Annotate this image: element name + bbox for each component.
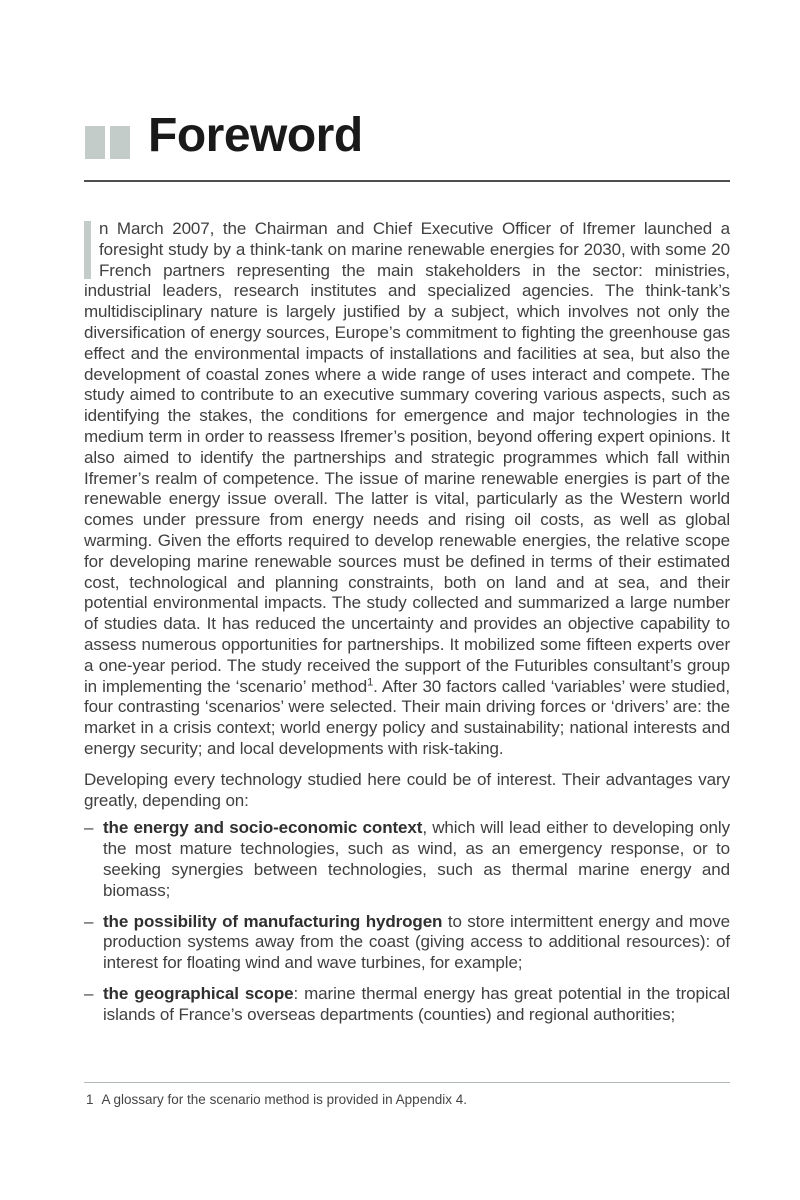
bullet-dash: –	[84, 983, 94, 1003]
footnote-text: A glossary for the scenario method is provided in Appendix 4.	[101, 1092, 467, 1107]
bullet-list	[84, 818, 730, 1025]
list-item	[84, 984, 730, 1026]
bullet-text: , which will lead either to developing only the most mature technologies, such as wind, as an emergency response, or to seeking synergies between technologies, such as thermal marine energy and biomass;	[103, 818, 730, 900]
paragraph-intro-text: n March 2007, the Chairman and Chief Executive Officer of Ifremer launched a foresight study by a think-tank on marine renewable energies for 2030, with some 20 French partners representing the main stakeholders in the sector: ministries, industrial leaders, research institutes and specialized agencies. The think-tank’s multidisciplinary nature is largely justified by a subject, which involves not only the diversification of energy sources, Europe’s commitment to fighting the greenhouse gas effect and the environmental impacts of installations and facilities at sea, but also the development of coastal zones where a wide range of uses interact and compete. The study aimed to contribute to an executive summary covering various aspects, such as identifying the stakes, the conditions for emergence and major technologies in the medium term in order to reassess Ifremer’s position, beyond offering expert opinions. It also aimed to identify the partnerships and strategic programmes which fall within Ifremer’s realm of competence. The issue of marine renewable energies is part of the renewable energy issue overall. The latter is vital, particularly as the Western world comes under pressure from energy needs and rising oil costs, as well as global warming. Given the efforts required to develop renewable energies, the relative scope for developing marine renewable sources must be defined in terms of their estimated cost, technological and planning constraints, both on land and at sea, and their potential environmental impacts. The study collected and summarized a large number of studies data. It has reduced the uncertainty and provides an objective capability to assess numerous opportunities for partnerships. It mobilized some fifteen experts over a one-year period. The study received the support of the Futuribles consultant’s group in implementing the ‘scenario’ method	[84, 219, 730, 696]
footnote	[84, 1091, 730, 1108]
bullet-dash: –	[84, 818, 94, 838]
page-title: Foreword	[148, 109, 363, 162]
list-item	[84, 912, 730, 974]
paragraph-intro-text-continued: . After 30 factors called ‘variables’ were studied, four contrasting ‘scenarios’ were selected. Their main driving forces or ‘drivers’ are: the market in a crisis context; world energy policy and sustainability; national interests and energy security; and local developments with risk-taking.	[84, 676, 730, 758]
footnote-block	[84, 1082, 730, 1108]
title-row	[84, 109, 730, 176]
title-divider-rule	[84, 180, 730, 182]
body-text	[84, 219, 730, 1035]
paragraph-intro	[84, 219, 730, 760]
title-marker-square	[85, 126, 105, 159]
bullet-text: : marine thermal energy has great potential in the tropical islands of France’s overseas departments (counties) and regional authorities;	[103, 983, 731, 1024]
dropcap-bar-letter-i	[84, 221, 91, 279]
footnote-divider-rule	[84, 1082, 730, 1083]
bullet-bold-lead: the geographical scope	[103, 983, 294, 1003]
title-marker-square	[110, 126, 130, 159]
bullet-bold-lead: the energy and socio-economic context	[103, 818, 423, 838]
bullet-text: to store intermittent energy and move production systems away from the coast (giving access to additional resources): of interest for floating wind and wave turbines, for example;	[103, 911, 730, 973]
bullet-dash: –	[84, 911, 94, 931]
footnote-number: 1	[86, 1092, 94, 1107]
bullet-bold-lead: the possibility of manufacturing hydrogen	[103, 911, 443, 931]
list-item	[84, 818, 730, 901]
title-marker-squares	[85, 126, 130, 159]
paragraph-lead-in: Developing every technology studied here could be of interest. Their advantages vary greatly, depending on:	[84, 769, 730, 810]
footnote-reference: 1	[367, 675, 374, 688]
